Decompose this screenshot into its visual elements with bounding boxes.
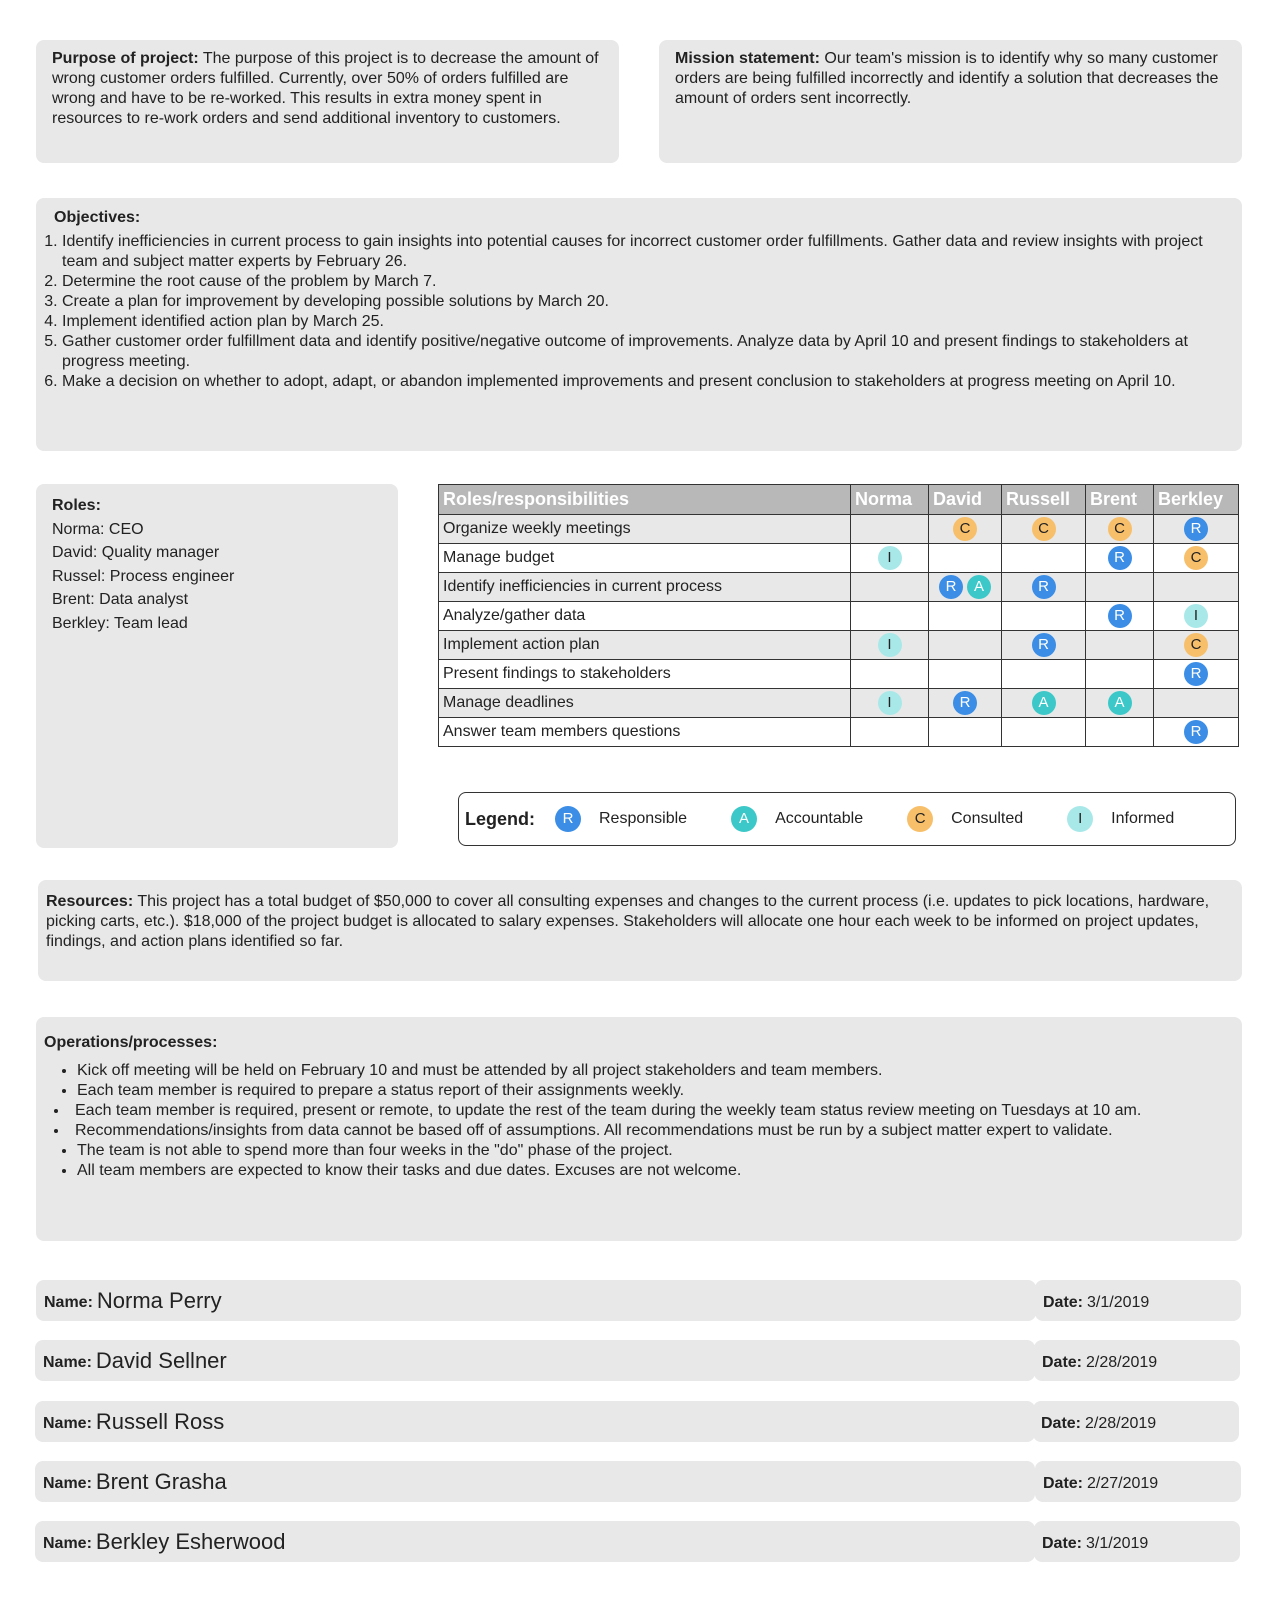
raci-cell bbox=[929, 573, 1002, 602]
legend-label-text: Responsible bbox=[599, 810, 688, 827]
role-item: Norma: CEO bbox=[52, 520, 144, 538]
role-item: Berkley: Team lead bbox=[52, 614, 188, 632]
raci-task: Implement action plan bbox=[439, 631, 851, 660]
legend-label-text: Accountable bbox=[775, 810, 864, 827]
raci-row bbox=[439, 718, 1239, 747]
raci-row bbox=[439, 689, 1239, 718]
objective-item: 1. Identify inefficiencies in current process to gain insights into potential causes for incorrect customer order fulfillments. Gather data and review insights with project team and subject matter experts by February 26. bbox=[62, 232, 1234, 272]
raci-cell bbox=[1154, 689, 1239, 718]
raci-column-header: Berkley bbox=[1154, 485, 1239, 515]
signature-date-field[interactable] bbox=[1035, 1280, 1241, 1321]
operation-item: • Recommendations/insights from data cannot be based off of assumptions. All recommendations must be run by a subject matter expert to validate. bbox=[54, 1121, 1234, 1141]
raci-cell bbox=[1002, 515, 1086, 544]
legend-item bbox=[729, 806, 905, 832]
signature-name-field[interactable] bbox=[35, 1340, 1035, 1381]
raci-cell bbox=[1002, 660, 1086, 689]
objectives-label: Objectives: bbox=[54, 209, 141, 226]
date-label: Date: bbox=[1042, 1353, 1083, 1371]
signature-date-field[interactable] bbox=[1035, 1461, 1241, 1502]
legend-badge-r: R bbox=[555, 806, 581, 832]
name-label: Name: bbox=[43, 1353, 92, 1371]
legend-badge-c: C bbox=[907, 806, 933, 832]
mission-card bbox=[659, 40, 1242, 163]
raci-task: Manage budget bbox=[439, 544, 851, 573]
operations-list bbox=[44, 1061, 1234, 1181]
raci-row bbox=[439, 660, 1239, 689]
raci-badge-r: R bbox=[953, 691, 977, 715]
signer-date: 3/1/2019 bbox=[1087, 1293, 1150, 1311]
raci-cell bbox=[929, 689, 1002, 718]
signer-date: 2/28/2019 bbox=[1086, 1353, 1158, 1371]
raci-badge-i: I bbox=[878, 546, 902, 570]
raci-cell bbox=[1086, 602, 1154, 631]
raci-badge-r: R bbox=[1108, 604, 1132, 628]
operation-item: • All team members are expected to know their tasks and due dates. Excuses are not welcome. bbox=[77, 1161, 1234, 1181]
raci-column-header: David bbox=[929, 485, 1002, 515]
raci-cell bbox=[929, 631, 1002, 660]
raci-badge-i: I bbox=[878, 633, 902, 657]
raci-row bbox=[439, 515, 1239, 544]
mission-label: Mission statement: bbox=[675, 50, 820, 67]
raci-badge-c: C bbox=[1032, 517, 1056, 541]
operation-item: • The team is not able to spend more than four weeks in the "do" phase of the project. bbox=[77, 1141, 1234, 1161]
raci-badge-r: R bbox=[1032, 575, 1056, 599]
raci-cell bbox=[1154, 631, 1239, 660]
name-label: Name: bbox=[44, 1293, 93, 1311]
raci-cell bbox=[1086, 718, 1154, 747]
signer-name: David Sellner bbox=[95, 1347, 227, 1373]
signature-name-field[interactable] bbox=[36, 1280, 1036, 1321]
raci-cell bbox=[1154, 660, 1239, 689]
operation-item: • Kick off meeting will be held on February 10 and must be attended by all project stakeholders and team members. bbox=[77, 1061, 1234, 1081]
raci-task: Organize weekly meetings bbox=[439, 515, 851, 544]
raci-cell bbox=[851, 544, 929, 573]
raci-badge-i: I bbox=[878, 691, 902, 715]
legend-item bbox=[1065, 806, 1216, 832]
legend-label-text: Informed bbox=[1111, 810, 1175, 827]
raci-cell bbox=[929, 544, 1002, 573]
raci-task: Answer team members questions bbox=[439, 718, 851, 747]
roles-label: Roles: bbox=[52, 497, 101, 514]
raci-cell bbox=[929, 515, 1002, 544]
raci-badge-a: A bbox=[1108, 691, 1132, 715]
legend-item bbox=[905, 806, 1065, 832]
signer-name: Berkley Esherwood bbox=[95, 1528, 286, 1554]
raci-cell bbox=[1002, 631, 1086, 660]
raci-cell bbox=[929, 602, 1002, 631]
raci-task: Analyze/gather data bbox=[439, 602, 851, 631]
raci-matrix bbox=[438, 484, 1239, 747]
signer-date: 2/28/2019 bbox=[1085, 1414, 1157, 1432]
legend-item bbox=[553, 806, 729, 832]
raci-cell bbox=[1086, 573, 1154, 602]
raci-cell bbox=[1154, 602, 1239, 631]
raci-cell bbox=[1002, 602, 1086, 631]
raci-cell bbox=[1154, 544, 1239, 573]
operations-card bbox=[36, 1017, 1242, 1241]
purpose-text: The purpose of this project is to decrease the amount of wrong customer orders fulfilled. Currently, over 50% of orders fulfilled are wrong and have to be re-worked. This results in extra money spent in resources to re-work orders and send additional inventory to customers. bbox=[52, 50, 599, 127]
date-label: Date: bbox=[1042, 1534, 1083, 1552]
signature-date-field[interactable] bbox=[1034, 1521, 1240, 1562]
name-label: Name: bbox=[43, 1474, 92, 1492]
signature-name-field[interactable] bbox=[35, 1401, 1035, 1442]
signer-name: Russell Ross bbox=[95, 1408, 225, 1434]
date-label: Date: bbox=[1041, 1414, 1082, 1432]
date-label: Date: bbox=[1043, 1293, 1084, 1311]
raci-header-title: Roles/responsibilities bbox=[439, 485, 851, 515]
raci-badge-r: R bbox=[1184, 720, 1208, 744]
raci-badge-i: I bbox=[1184, 604, 1208, 628]
raci-row bbox=[439, 631, 1239, 660]
signature-date-field[interactable] bbox=[1033, 1401, 1239, 1442]
signer-date: 2/27/2019 bbox=[1087, 1474, 1159, 1492]
signature-name-field[interactable] bbox=[35, 1461, 1035, 1502]
raci-column-header: Russell bbox=[1002, 485, 1086, 515]
raci-cell bbox=[1002, 718, 1086, 747]
raci-row bbox=[439, 573, 1239, 602]
resources-card bbox=[38, 880, 1242, 981]
raci-badge-r: R bbox=[1184, 517, 1208, 541]
raci-body bbox=[439, 515, 1239, 747]
raci-row bbox=[439, 544, 1239, 573]
purpose-label: Purpose of project: bbox=[52, 50, 199, 67]
raci-badge-a: A bbox=[967, 575, 991, 599]
signer-name: Norma Perry bbox=[96, 1287, 222, 1313]
raci-cell bbox=[851, 515, 929, 544]
raci-badge-r: R bbox=[1032, 633, 1056, 657]
operation-item: • Each team member is required, present or remote, to update the rest of the team during the weekly team status review meeting on Tuesdays at 10 am. bbox=[54, 1101, 1234, 1121]
objective-item: 4. Implement identified action plan by March 25. bbox=[62, 312, 1234, 332]
raci-legend bbox=[458, 792, 1236, 846]
signature-name-field[interactable] bbox=[35, 1521, 1035, 1562]
raci-cell bbox=[851, 689, 929, 718]
raci-cell bbox=[1154, 718, 1239, 747]
raci-cell bbox=[1086, 515, 1154, 544]
resources-text: This project has a total budget of $50,000 to cover all consulting expenses and changes to the current process (i.e. updates to pick locations, hardware, picking carts, etc.). $18,000 of the project budget is allocated to salary expenses. Stakeholders will allocate one hour each week to be informed on project updates, findings, and action plans identified so far. bbox=[46, 893, 1210, 950]
raci-task: Present findings to stakeholders bbox=[439, 660, 851, 689]
signer-name: Brent Grasha bbox=[95, 1468, 227, 1494]
raci-cell bbox=[1086, 660, 1154, 689]
operations-label: Operations/processes: bbox=[44, 1034, 218, 1051]
objectives-list bbox=[44, 232, 1234, 392]
legend-label: Legend: bbox=[465, 808, 535, 829]
raci-badge-r: R bbox=[1108, 546, 1132, 570]
raci-cell bbox=[1086, 544, 1154, 573]
resources-label: Resources: bbox=[46, 893, 134, 910]
purpose-card bbox=[36, 40, 619, 163]
operation-item: • Each team member is required to prepare a status report of their assignments weekly. bbox=[77, 1081, 1234, 1101]
objective-item: 5. Gather customer order fulfillment data and identify positive/negative outcome of improvements. Analyze data by April 10 and present findings to stakeholders at progress meeting. bbox=[62, 332, 1234, 372]
raci-badge-c: C bbox=[953, 517, 977, 541]
signer-date: 3/1/2019 bbox=[1086, 1534, 1149, 1552]
signature-date-field[interactable] bbox=[1034, 1340, 1240, 1381]
raci-badge-c: C bbox=[1108, 517, 1132, 541]
raci-cell bbox=[851, 660, 929, 689]
raci-cell bbox=[851, 631, 929, 660]
raci-cell bbox=[851, 573, 929, 602]
legend-label-text: Consulted bbox=[951, 810, 1024, 827]
raci-cell bbox=[1002, 544, 1086, 573]
roles-card bbox=[36, 484, 398, 848]
legend-badge-a: A bbox=[731, 806, 757, 832]
raci-cell bbox=[1002, 573, 1086, 602]
raci-cell bbox=[851, 718, 929, 747]
role-item: Russel: Process engineer bbox=[52, 567, 235, 585]
name-label: Name: bbox=[43, 1534, 92, 1552]
date-label: Date: bbox=[1043, 1474, 1084, 1492]
raci-task: Manage deadlines bbox=[439, 689, 851, 718]
raci-cell bbox=[1154, 573, 1239, 602]
raci-header-row bbox=[439, 485, 1239, 515]
objectives-card bbox=[36, 198, 1242, 451]
raci-cell bbox=[1086, 689, 1154, 718]
raci-cell bbox=[851, 602, 929, 631]
mission-text: Our team's mission is to identify why so many customer orders are being fulfilled incorrectly and identify a solution that decreases the amount of orders sent incorrectly. bbox=[675, 50, 1219, 107]
raci-badge-r: R bbox=[939, 575, 963, 599]
objective-item: 2. Determine the root cause of the problem by March 7. bbox=[62, 272, 1234, 292]
raci-column-header: Brent bbox=[1086, 485, 1154, 515]
objective-item: 3. Create a plan for improvement by developing possible solutions by March 20. bbox=[62, 292, 1234, 312]
raci-badge-a: A bbox=[1032, 691, 1056, 715]
raci-cell bbox=[929, 718, 1002, 747]
raci-cell bbox=[929, 660, 1002, 689]
raci-badge-c: C bbox=[1184, 633, 1208, 657]
objective-item: 6. Make a decision on whether to adopt, adapt, or abandon implemented improvements and present conclusion to stakeholders at progress meeting on April 10. bbox=[62, 372, 1234, 392]
role-item: Brent: Data analyst bbox=[52, 591, 189, 608]
raci-task: Identify inefficiencies in current process bbox=[439, 573, 851, 602]
name-label: Name: bbox=[43, 1414, 92, 1432]
raci-row bbox=[439, 602, 1239, 631]
raci-badge-c: C bbox=[1184, 546, 1208, 570]
raci-cell bbox=[1154, 515, 1239, 544]
raci-cell bbox=[1002, 689, 1086, 718]
role-item: David: Quality manager bbox=[52, 544, 220, 561]
raci-column-header: Norma bbox=[851, 485, 929, 515]
raci-cell bbox=[1086, 631, 1154, 660]
legend-badge-i: I bbox=[1067, 806, 1093, 832]
raci-badge-r: R bbox=[1184, 662, 1208, 686]
